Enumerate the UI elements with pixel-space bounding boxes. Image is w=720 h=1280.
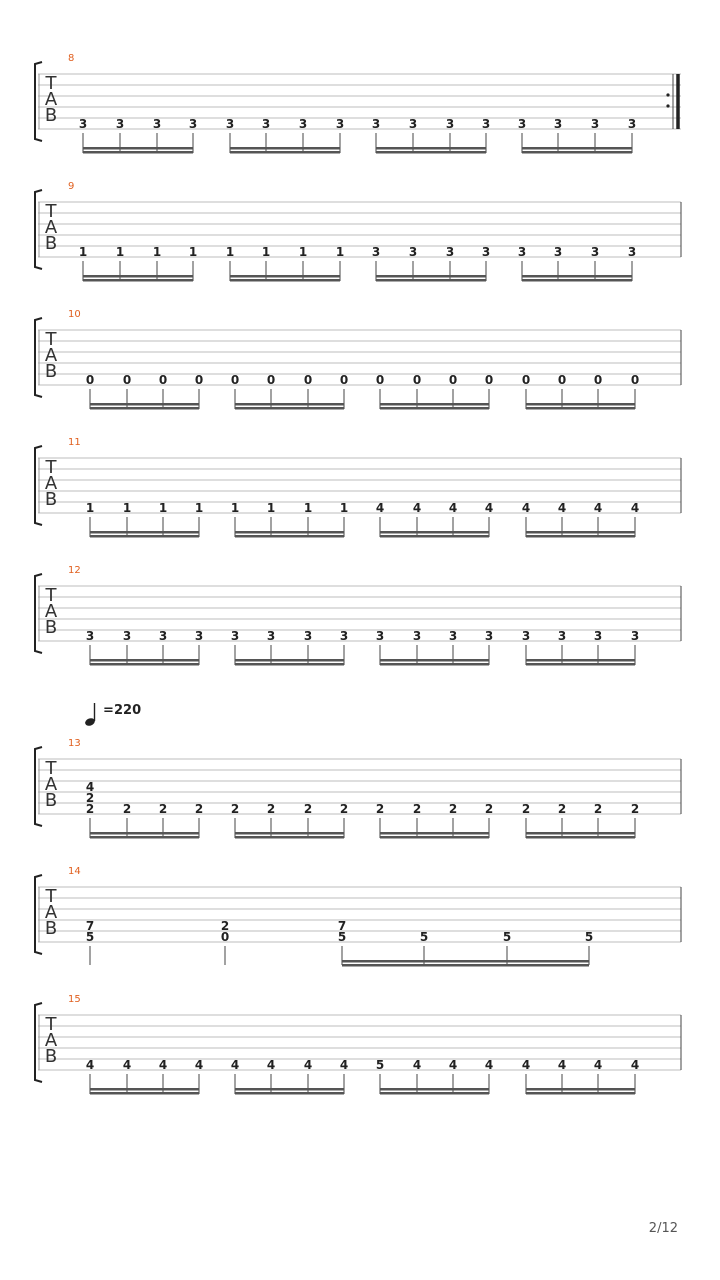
tab-letter-a: A xyxy=(44,1030,58,1051)
fret-number: 4 xyxy=(412,1058,422,1072)
tab-letter-a: A xyxy=(44,774,58,795)
fret-number: 0 xyxy=(122,373,132,387)
beam xyxy=(230,279,340,282)
fret-number: 2 xyxy=(375,802,385,816)
fret-number: 2 xyxy=(85,802,95,816)
fret-number: 0 xyxy=(158,373,168,387)
fret-number: 3 xyxy=(448,629,458,643)
fret-number: 3 xyxy=(412,629,422,643)
measure-number: 10 xyxy=(68,309,81,320)
fret-number: 0 xyxy=(220,930,230,944)
fret-number: 2 xyxy=(484,802,494,816)
fret-number: 2 xyxy=(412,802,422,816)
beam xyxy=(342,960,589,963)
fret-number: 2 xyxy=(266,802,276,816)
fret-number: 3 xyxy=(481,117,491,131)
fret-number: 3 xyxy=(484,629,494,643)
tab-letter-a: A xyxy=(44,345,58,366)
tab-letter-t: T xyxy=(45,201,57,222)
fret-number: 3 xyxy=(521,629,531,643)
fret-number: 2 xyxy=(158,802,168,816)
beam xyxy=(90,531,199,534)
beam xyxy=(526,407,635,410)
repeat-dot xyxy=(666,104,669,107)
measure-number: 11 xyxy=(68,437,81,448)
measure-number: 8 xyxy=(68,53,75,64)
tempo-bpm: 220 xyxy=(114,703,142,718)
beam xyxy=(235,836,344,839)
fret-number: 5 xyxy=(375,1058,385,1072)
fret-number: 0 xyxy=(339,373,349,387)
beam xyxy=(522,151,632,154)
tab-letter-a: A xyxy=(44,89,58,110)
beam xyxy=(90,1092,199,1095)
beam xyxy=(235,407,344,410)
fret-number: 0 xyxy=(557,373,567,387)
fret-number: 4 xyxy=(448,501,458,515)
fret-number: 5 xyxy=(419,930,429,944)
tab-letter-t: T xyxy=(45,73,57,94)
measure-number: 13 xyxy=(68,738,81,749)
beam xyxy=(522,275,632,278)
fret-number: 1 xyxy=(298,245,308,259)
fret-number: 3 xyxy=(85,629,95,643)
fret-number: 0 xyxy=(194,373,204,387)
fret-number: 4 xyxy=(303,1058,313,1072)
fret-number: 3 xyxy=(408,245,418,259)
fret-number: 3 xyxy=(481,245,491,259)
beam xyxy=(90,1088,199,1091)
tab-letter-a: A xyxy=(44,217,58,238)
fret-number: 4 xyxy=(593,1058,603,1072)
fret-number: 0 xyxy=(230,373,240,387)
fret-number: 3 xyxy=(78,117,88,131)
fret-number: 3 xyxy=(590,117,600,131)
fret-number: 3 xyxy=(627,117,637,131)
beam xyxy=(90,832,199,835)
tab-letter-b: B xyxy=(44,918,58,939)
fret-number: 4 xyxy=(85,780,95,794)
fret-number: 0 xyxy=(303,373,313,387)
fret-number: 2 xyxy=(122,802,132,816)
beam xyxy=(526,832,635,835)
fret-number: 1 xyxy=(194,501,204,515)
beam xyxy=(380,663,489,666)
beam xyxy=(522,279,632,282)
tab-letter-a: A xyxy=(44,473,58,494)
fret-number: 2 xyxy=(630,802,640,816)
beam xyxy=(376,279,486,282)
measure-number: 14 xyxy=(68,866,81,877)
tab-letter-t: T xyxy=(45,758,57,779)
tab-letter-t: T xyxy=(45,886,57,907)
beam xyxy=(83,279,193,282)
fret-number: 3 xyxy=(225,117,235,131)
fret-number: 2 xyxy=(85,791,95,805)
fret-number: 3 xyxy=(627,245,637,259)
fret-number: 1 xyxy=(188,245,198,259)
beam xyxy=(380,659,489,662)
fret-number: 3 xyxy=(593,629,603,643)
beam xyxy=(526,1088,635,1091)
beam xyxy=(83,147,193,150)
measure-number: 15 xyxy=(68,994,81,1005)
fret-number: 4 xyxy=(557,1058,567,1072)
fret-number: 0 xyxy=(448,373,458,387)
tab-letter-a: A xyxy=(44,601,58,622)
tab-letter-t: T xyxy=(45,457,57,478)
tab-letter-a: A xyxy=(44,902,58,923)
beam xyxy=(230,151,340,154)
beam xyxy=(526,663,635,666)
tempo-equals: = xyxy=(103,703,114,718)
tab-letter-b: B xyxy=(44,105,58,126)
beam xyxy=(376,275,486,278)
beam xyxy=(380,403,489,406)
fret-number: 0 xyxy=(521,373,531,387)
beam xyxy=(90,535,199,538)
fret-number: 3 xyxy=(261,117,271,131)
fret-number: 4 xyxy=(593,501,603,515)
beam xyxy=(380,531,489,534)
fret-number: 3 xyxy=(335,117,345,131)
tab-letter-t: T xyxy=(45,329,57,350)
fret-number: 1 xyxy=(339,501,349,515)
beam xyxy=(342,964,589,967)
repeat-dot xyxy=(666,93,669,96)
fret-number: 4 xyxy=(85,1058,95,1072)
beam xyxy=(90,836,199,839)
fret-number: 2 xyxy=(220,919,230,933)
fret-number: 4 xyxy=(266,1058,276,1072)
beam xyxy=(526,1092,635,1095)
fret-number: 2 xyxy=(303,802,313,816)
fret-number: 2 xyxy=(194,802,204,816)
beam xyxy=(90,663,199,666)
fret-number: 3 xyxy=(158,629,168,643)
beam xyxy=(90,659,199,662)
tab-letter-b: B xyxy=(44,617,58,638)
beam xyxy=(380,832,489,835)
fret-number: 4 xyxy=(521,501,531,515)
beam xyxy=(235,531,344,534)
beam xyxy=(376,147,486,150)
beam xyxy=(90,407,199,410)
fret-number: 3 xyxy=(152,117,162,131)
fret-number: 3 xyxy=(445,245,455,259)
fret-number: 1 xyxy=(122,501,132,515)
fret-number: 4 xyxy=(448,1058,458,1072)
fret-number: 2 xyxy=(448,802,458,816)
beam xyxy=(526,531,635,534)
fret-number: 0 xyxy=(484,373,494,387)
fret-number: 4 xyxy=(339,1058,349,1072)
beam xyxy=(235,663,344,666)
tab-letter-b: B xyxy=(44,1046,58,1067)
fret-number: 3 xyxy=(517,245,527,259)
beam xyxy=(83,275,193,278)
beam xyxy=(526,659,635,662)
fret-number: 2 xyxy=(230,802,240,816)
fret-number: 2 xyxy=(521,802,531,816)
beam xyxy=(83,151,193,154)
fret-number: 3 xyxy=(298,117,308,131)
fret-number: 3 xyxy=(590,245,600,259)
beam xyxy=(230,275,340,278)
fret-number: 3 xyxy=(408,117,418,131)
fret-number: 3 xyxy=(339,629,349,643)
beam xyxy=(526,535,635,538)
beam xyxy=(235,659,344,662)
fret-number: 4 xyxy=(230,1058,240,1072)
beam xyxy=(522,147,632,150)
fret-number: 2 xyxy=(593,802,603,816)
fret-number: 1 xyxy=(303,501,313,515)
tab-letter-t: T xyxy=(45,585,57,606)
fret-number: 0 xyxy=(85,373,95,387)
fret-number: 3 xyxy=(557,629,567,643)
tab-letter-t: T xyxy=(45,1014,57,1035)
fret-number: 4 xyxy=(122,1058,132,1072)
measure-number: 9 xyxy=(68,181,75,192)
beam xyxy=(376,151,486,154)
fret-number: 1 xyxy=(230,501,240,515)
fret-number: 4 xyxy=(557,501,567,515)
fret-number: 1 xyxy=(261,245,271,259)
fret-number: 4 xyxy=(158,1058,168,1072)
fret-number: 4 xyxy=(484,1058,494,1072)
fret-number: 0 xyxy=(412,373,422,387)
beam xyxy=(526,403,635,406)
fret-number: 0 xyxy=(266,373,276,387)
beam xyxy=(235,535,344,538)
beam xyxy=(230,147,340,150)
fret-number: 1 xyxy=(152,245,162,259)
beam xyxy=(380,1092,489,1095)
tab-letter-b: B xyxy=(44,233,58,254)
fret-number: 1 xyxy=(158,501,168,515)
fret-number: 3 xyxy=(230,629,240,643)
fret-number: 4 xyxy=(630,501,640,515)
fret-number: 4 xyxy=(412,501,422,515)
tab-letter-b: B xyxy=(44,489,58,510)
fret-number: 3 xyxy=(375,629,385,643)
fret-number: 3 xyxy=(630,629,640,643)
beam xyxy=(380,836,489,839)
fret-number: 1 xyxy=(225,245,235,259)
fret-number: 5 xyxy=(584,930,594,944)
fret-number: 3 xyxy=(553,245,563,259)
fret-number: 4 xyxy=(484,501,494,515)
tab-letter-b: B xyxy=(44,361,58,382)
fret-number: 3 xyxy=(194,629,204,643)
fret-number: 3 xyxy=(303,629,313,643)
fret-number: 1 xyxy=(266,501,276,515)
tab-letter-b: B xyxy=(44,790,58,811)
beam xyxy=(90,403,199,406)
beam xyxy=(380,407,489,410)
fret-number: 5 xyxy=(337,930,347,944)
fret-number: 0 xyxy=(375,373,385,387)
fret-number: 7 xyxy=(85,919,95,933)
fret-number: 4 xyxy=(521,1058,531,1072)
fret-number: 0 xyxy=(593,373,603,387)
fret-number: 2 xyxy=(557,802,567,816)
fret-number: 1 xyxy=(115,245,125,259)
fret-number: 1 xyxy=(335,245,345,259)
beam xyxy=(526,836,635,839)
beam xyxy=(380,535,489,538)
fret-number: 3 xyxy=(115,117,125,131)
fret-number: 3 xyxy=(517,117,527,131)
fret-number: 1 xyxy=(78,245,88,259)
fret-number: 0 xyxy=(630,373,640,387)
fret-number: 4 xyxy=(194,1058,204,1072)
fret-number: 5 xyxy=(502,930,512,944)
fret-number: 7 xyxy=(337,919,347,933)
fret-number: 3 xyxy=(266,629,276,643)
beam xyxy=(235,832,344,835)
fret-number: 3 xyxy=(445,117,455,131)
beam xyxy=(380,1088,489,1091)
measure-number: 12 xyxy=(68,565,81,576)
beam xyxy=(235,1092,344,1095)
fret-number: 4 xyxy=(375,501,385,515)
page-number: 2/12 xyxy=(648,1221,678,1236)
fret-number: 3 xyxy=(553,117,563,131)
fret-number: 3 xyxy=(122,629,132,643)
fret-number: 4 xyxy=(630,1058,640,1072)
fret-number: 3 xyxy=(371,245,381,259)
fret-number: 2 xyxy=(339,802,349,816)
fret-number: 1 xyxy=(85,501,95,515)
fret-number: 3 xyxy=(371,117,381,131)
beam xyxy=(235,403,344,406)
fret-number: 3 xyxy=(188,117,198,131)
beam xyxy=(235,1088,344,1091)
fret-number: 5 xyxy=(85,930,95,944)
